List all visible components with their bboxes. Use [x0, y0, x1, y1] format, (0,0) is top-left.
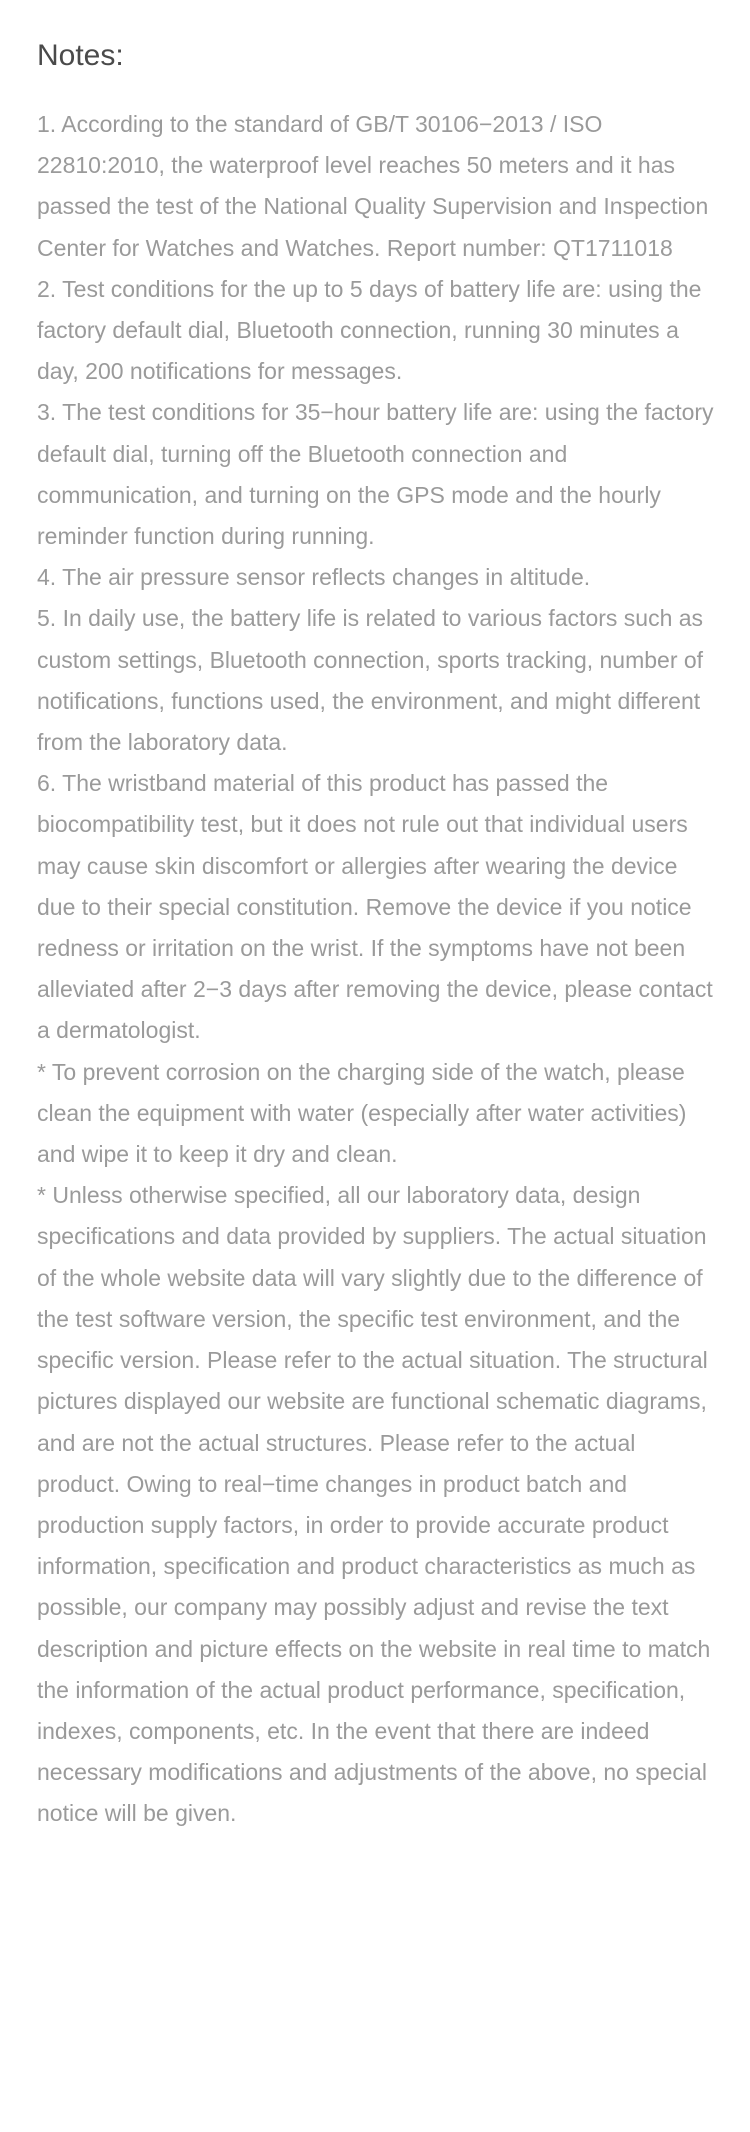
- notes-title: Notes:: [37, 39, 124, 72]
- notes-list: [37, 104, 717, 1835]
- note-item-6: 6. The wristband material of this product has passed the biocompatibility test, but it does not rule out that individual users may cause skin discomfort or allergies after wearing the device due to their special constitution. Remove the device if you notice redness or irritation on the wrist. If the symptoms have not been alleviated after 2−3 days after removing the device, please contact a dermatologist.: [37, 770, 713, 1044]
- note-item-2: 2. Test conditions for the up to 5 days of battery life are: using the factory default dial, Bluetooth connection, running 30 minutes a day, 200 notifications for messages.: [37, 275, 702, 385]
- notes-section: [37, 36, 717, 1835]
- note-item-4: 4. The air pressure sensor reflects changes in altitude.: [37, 564, 591, 591]
- note-item-corrosion: * To prevent corrosion on the charging side of the watch, please clean the equipment with water (especially after water activities) and wipe it to keep it dry and clean.: [37, 1058, 687, 1168]
- note-item-3: 3. The test conditions for 35−hour battery life are: using the factory default dial, turning off the Bluetooth connection and communication, and turning on the GPS mode and the hourly reminder function during running.: [37, 399, 714, 550]
- note-item-disclaimer: * Unless otherwise specified, all our laboratory data, design specifications and data provided by suppliers. The actual situation of the whole website data will vary slightly due to the difference of the test software version, the specific test environment, and the specific version. Please refer to the actual situation. The structural pictures displayed our website are functional schematic diagrams, and are not the actual structures. Please refer to the actual product. Owing to real−time changes in product batch and production supply factors, in order to provide accurate product information, specification and product characteristics as much as possible, our company may possibly adjust and revise the text description and picture effects on the website in real time to match the information of the actual product performance, specification, indexes, components, etc. In the event that there are indeed necessary modifications and adjustments of the above, no special notice will be given.: [37, 1182, 711, 1827]
- note-item-5: 5. In daily use, the battery life is related to various factors such as custom settings, Bluetooth connection, sports tracking, number of notifications, functions used, the environment, and might different from the laboratory data.: [37, 605, 704, 756]
- note-item-1: 1. According to the standard of GB/T 30106−2013 / ISO 22810:2010, the waterproof level reaches 50 meters and it has passed the test of the National Quality Supervision and Inspection Center for Watches and Watches. Report number: QT1711018: [37, 111, 709, 261]
